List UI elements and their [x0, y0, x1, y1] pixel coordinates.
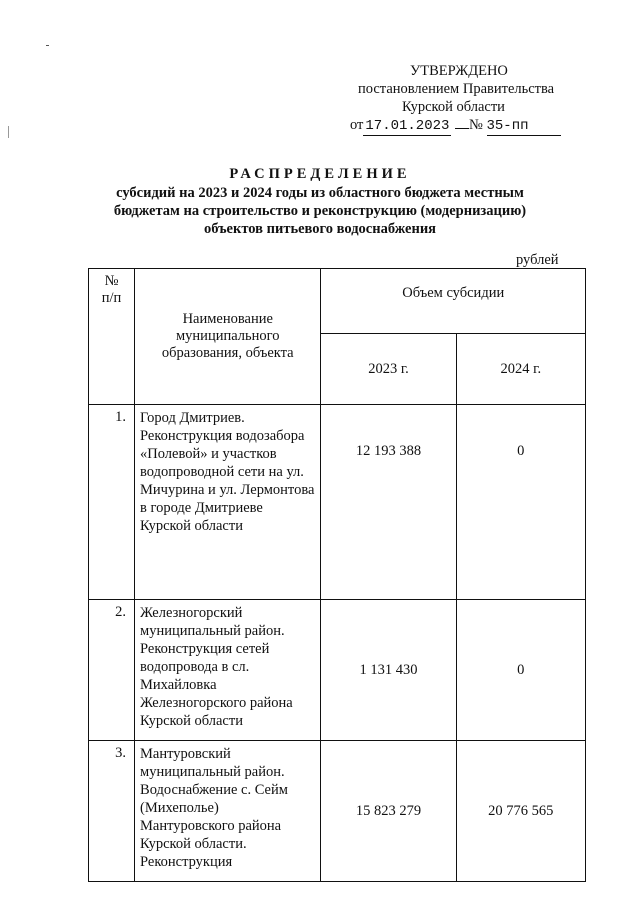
- row-value-2024: 20 776 565: [456, 741, 585, 882]
- row-value-2024: 0: [456, 405, 585, 600]
- approval-heading: УТВЕРЖДЕНО: [410, 63, 508, 79]
- row-value-2023: 12 193 388: [321, 405, 456, 600]
- table-row: [89, 741, 586, 882]
- date-prefix: от: [350, 117, 364, 133]
- approval-date-line: [350, 116, 561, 136]
- subsidy-table: [88, 268, 586, 882]
- row-object-name: Железногорский муниципальный район. Реконструкция сетей водопровода в сл. Михайловка Железногорского района Курской области: [135, 600, 321, 741]
- header-name: Наименование муниципального образования, объекта: [135, 269, 321, 405]
- header-row: [89, 269, 586, 334]
- document-subtitle: [80, 184, 560, 238]
- scan-mark: [8, 126, 9, 138]
- header-number-symbol: №: [104, 273, 119, 289]
- subtitle-line: объектов питьевого водоснабжения: [203, 221, 437, 237]
- header-number-abbr: п/п: [101, 290, 122, 306]
- row-value-2023: 1 131 430: [321, 600, 456, 741]
- scan-mark: [46, 45, 49, 46]
- number-prefix: №: [469, 117, 483, 133]
- row-number: 3.: [89, 741, 135, 882]
- approval-line: постановлением Правительства: [358, 81, 555, 97]
- approval-date: 17.01.2023: [365, 118, 450, 134]
- row-object-name: Город Дмитриев. Реконструкция водозабора «Полевой» и участков водопроводной сети на ул. Мичурина и ул. Лермонтова в городе Дмитриеве Курской области: [135, 405, 321, 600]
- table-row: [89, 405, 586, 600]
- document-title: РАСПРЕДЕЛЕНИЕ: [229, 166, 411, 182]
- currency-unit: рублей: [516, 252, 559, 268]
- row-value-2024: 0: [456, 600, 585, 741]
- row-object-name: Мантуровский муниципальный район. Водоснабжение с. Сейм (Михеполье) Мантуровского района Курской области. Реконструкция: [135, 741, 321, 882]
- row-value-2023: 15 823 279: [321, 741, 456, 882]
- header-volume: Объем субсидии: [321, 269, 586, 334]
- row-number: 1.: [89, 405, 135, 600]
- row-number: 2.: [89, 600, 135, 741]
- approval-line: Курской области: [402, 99, 505, 115]
- subtitle-line: субсидий на 2023 и 2024 годы из областного бюджета местным: [116, 185, 524, 201]
- approval-number: 35-пп: [487, 117, 561, 136]
- table-row: [89, 600, 586, 741]
- header-year-2023: 2023 г.: [321, 334, 456, 405]
- header-year-2024: 2024 г.: [456, 334, 585, 405]
- subtitle-line: бюджетам на строительство и реконструкцию (модернизацию): [113, 203, 527, 219]
- header-number: [89, 269, 135, 405]
